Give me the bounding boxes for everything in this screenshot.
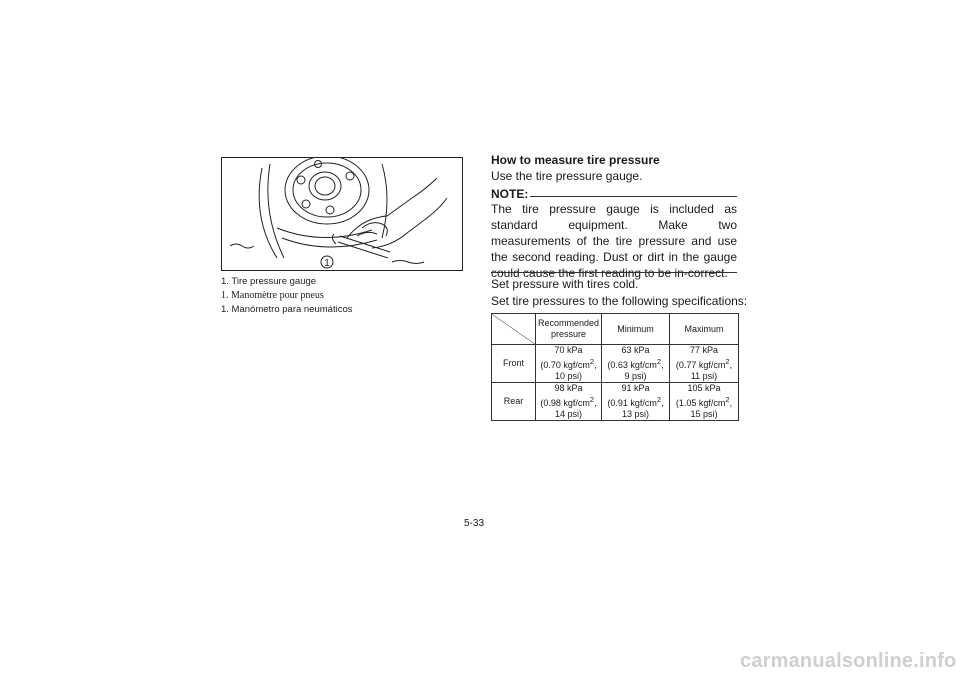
rear-minimum: 91 kPa (0.91 kgf/$cm^2$, 13 psi) bbox=[602, 383, 670, 421]
note-label: NOTE: bbox=[491, 187, 529, 201]
intro-text: Use the tire pressure gauge. bbox=[491, 169, 643, 183]
note-rule-top bbox=[530, 196, 737, 197]
header-maximum: Maximum bbox=[670, 314, 739, 345]
row-label-front: Front bbox=[492, 345, 536, 383]
figure-caption-es: 1. Manómetro para neumáticos bbox=[221, 304, 353, 315]
note-body: The tire pressure gauge is included as standard equipment. Make two measurements of the tire pressure and use the second reading. Dust or dirt in the gauge could cause the first reading to be in-correct. bbox=[491, 202, 737, 280]
header-recommended: Recommended pressure bbox=[536, 314, 602, 345]
note-rule-bottom bbox=[491, 272, 737, 273]
instruction-cold-tires: Set pressure with tires cold. bbox=[491, 277, 639, 291]
front-maximum: 77 kPa (0.77 kgf/$cm^2$, 11 psi) bbox=[670, 345, 739, 383]
watermark-text[interactable]: carmanualsonline.info bbox=[740, 650, 957, 672]
figure-caption-en: 1. Tire pressure gauge bbox=[221, 276, 317, 287]
tire-pressure-table bbox=[491, 313, 739, 421]
rear-recommended: 98 kPa (0.98 kgf/$cm^2$, 14 psi) bbox=[536, 383, 602, 421]
header-minimum: Minimum bbox=[602, 314, 670, 345]
front-recommended: 70 kPa (0.70 kgf/$cm^2$, 10 psi) bbox=[536, 345, 602, 383]
table-row bbox=[492, 345, 739, 383]
table-row bbox=[492, 383, 739, 421]
callout-number: 1 bbox=[324, 258, 330, 269]
section-heading: How to measure tire pressure bbox=[491, 153, 660, 167]
table-corner-cell bbox=[492, 314, 536, 345]
page-number: 5-33 bbox=[464, 518, 485, 529]
instruction-specifications: Set tire pressures to the following specifications: bbox=[491, 294, 748, 308]
row-label-rear: Rear bbox=[492, 383, 536, 421]
front-minimum: 63 kPa (0.63 kgf/$cm^2$, 9 psi) bbox=[602, 345, 670, 383]
figure-caption-fr: 1. Manomètre pour pneus bbox=[221, 290, 324, 301]
table-header-row bbox=[492, 314, 739, 345]
rear-maximum: 105 kPa (1.05 kgf/$cm^2$, 15 psi) bbox=[670, 383, 739, 421]
tire-gauge-illustration bbox=[221, 157, 463, 271]
